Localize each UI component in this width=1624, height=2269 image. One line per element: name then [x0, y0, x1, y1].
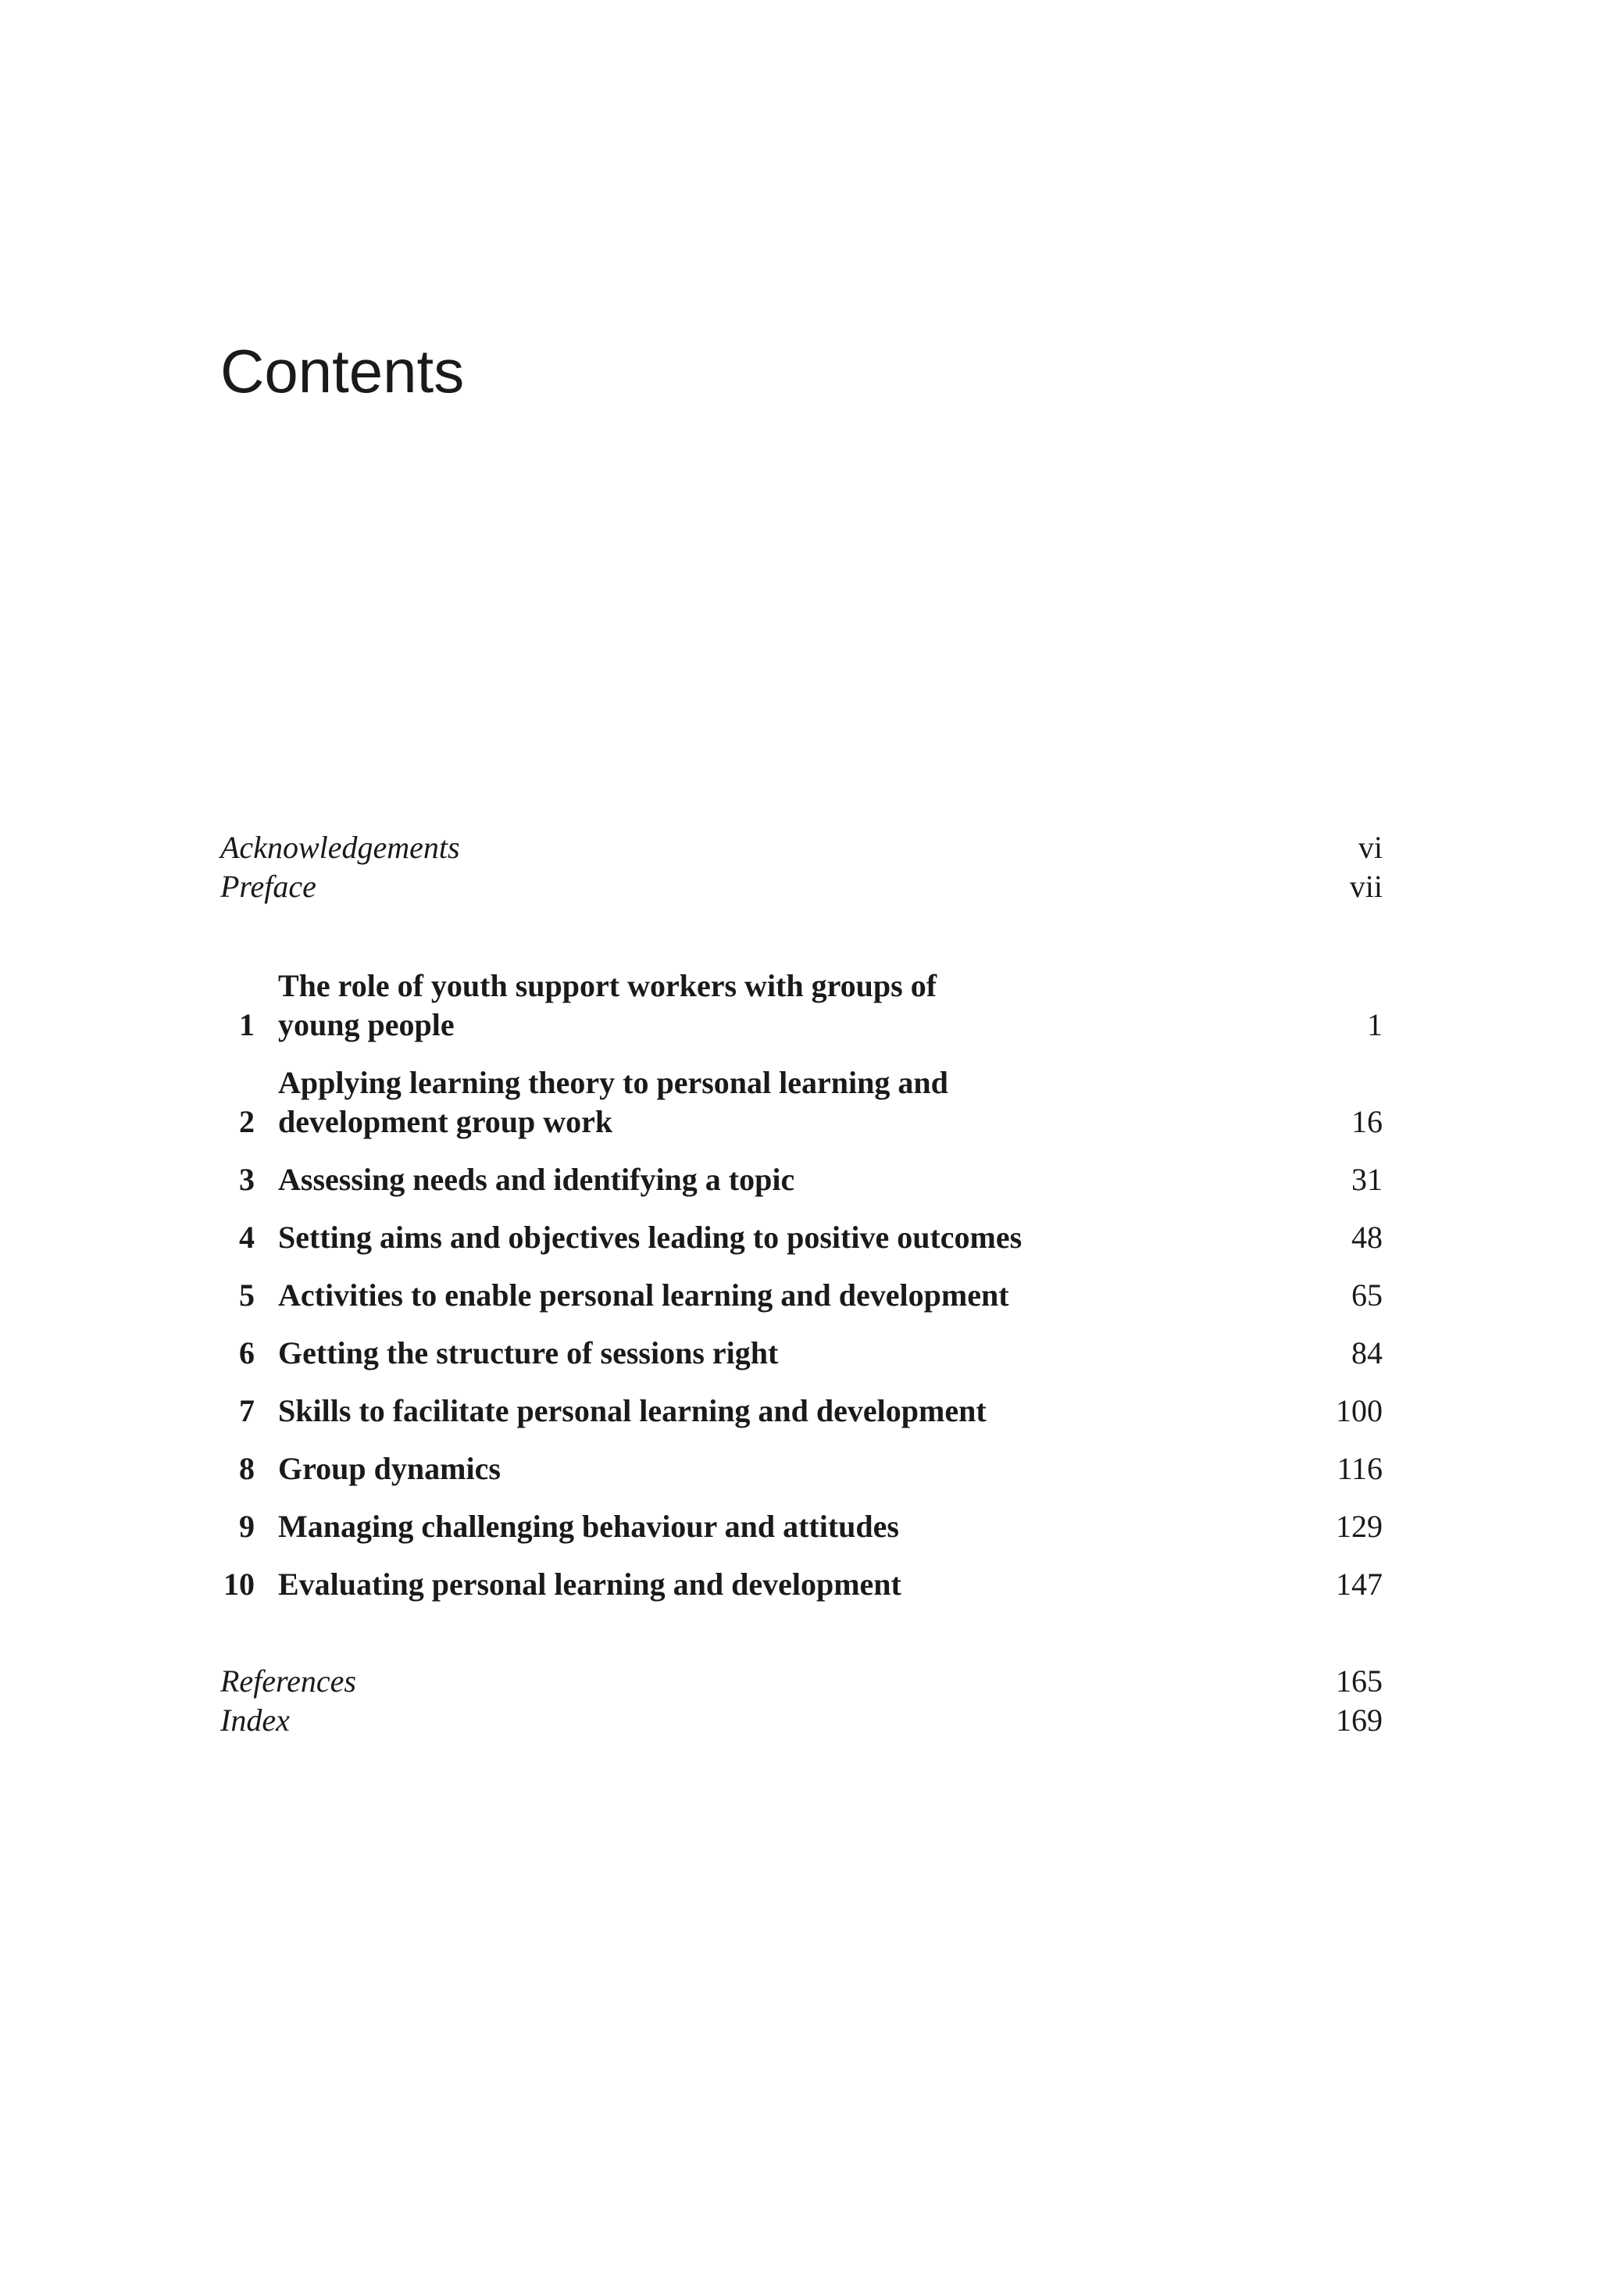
chapter-title [278, 1565, 1122, 1604]
chapter-number: 2 [239, 1104, 255, 1139]
chapter-page: 116 [1337, 1451, 1383, 1486]
back-matter-list [220, 1662, 1383, 1740]
page-title: Contents [220, 337, 465, 406]
chapter-page: 65 [1351, 1277, 1383, 1313]
chapter-title-line: Applying learning theory to personal learning and [278, 1065, 948, 1100]
chapter-page: 129 [1336, 1509, 1383, 1544]
toc-entry-chapter-2[interactable] [220, 1063, 1383, 1142]
chapter-number: 6 [239, 1335, 255, 1370]
chapter-title [278, 1218, 1122, 1257]
toc-entry-title: Index [220, 1703, 290, 1738]
chapter-title-line: Activities to enable personal learning and development [278, 1277, 1009, 1313]
chapter-title [278, 1449, 1122, 1488]
toc-entry-chapter-8[interactable] [220, 1449, 1383, 1488]
chapter-title [278, 967, 1122, 1045]
chapter-page: 48 [1351, 1220, 1383, 1255]
chapter-title [278, 1160, 1122, 1199]
front-matter-list [220, 828, 1383, 906]
toc-entry-chapter-4[interactable] [220, 1218, 1383, 1257]
chapter-title-line: Skills to facilitate personal learning and development [278, 1393, 987, 1428]
toc-entry-page: vii [1349, 869, 1383, 904]
chapter-title-line: Group dynamics [278, 1451, 501, 1486]
chapter-title [278, 1276, 1122, 1315]
chapter-title-line: Evaluating personal learning and development [278, 1567, 901, 1602]
chapter-page: 31 [1351, 1162, 1383, 1197]
toc-entry-chapter-3[interactable] [220, 1160, 1383, 1199]
toc-entry-chapter-6[interactable] [220, 1334, 1383, 1373]
toc-entry-page: 165 [1336, 1663, 1383, 1699]
chapter-list [220, 967, 1383, 1604]
chapter-title [278, 1392, 1122, 1431]
chapter-title [278, 1507, 1122, 1546]
toc-entry-chapter-9[interactable] [220, 1507, 1383, 1546]
toc-entry-title: Acknowledgements [220, 830, 460, 865]
chapter-title-line: Managing challenging behaviour and attitudes [278, 1509, 899, 1544]
chapter-page: 100 [1336, 1393, 1383, 1428]
chapter-number: 10 [223, 1567, 255, 1602]
toc-entry-title: References [220, 1663, 356, 1699]
toc-entry-page: 169 [1336, 1703, 1383, 1738]
chapter-number: 9 [239, 1509, 255, 1544]
chapter-title-line: Setting aims and objectives leading to positive outcomes [278, 1220, 1023, 1255]
chapter-number: 3 [239, 1162, 255, 1197]
chapter-title [278, 1063, 1122, 1142]
chapter-title-line: young people [278, 1007, 455, 1042]
chapter-title [278, 1334, 1122, 1373]
chapter-title-line: The role of youth support workers with groups of [278, 968, 937, 1003]
chapter-page: 16 [1351, 1104, 1383, 1139]
toc-entry-acknowledgements[interactable] [220, 828, 1383, 867]
toc-entry-page: vi [1358, 830, 1383, 865]
toc-entry-index[interactable] [220, 1701, 1383, 1740]
chapter-number: 1 [239, 1007, 255, 1042]
chapter-number: 7 [239, 1393, 255, 1428]
toc-entry-chapter-7[interactable] [220, 1392, 1383, 1431]
chapter-number: 4 [239, 1220, 255, 1255]
chapter-title-line: development group work [278, 1104, 613, 1139]
toc-entry-preface[interactable] [220, 867, 1383, 906]
toc-entry-title: Preface [220, 869, 316, 904]
toc-entry-chapter-10[interactable] [220, 1565, 1383, 1604]
chapter-page: 147 [1336, 1567, 1383, 1602]
table-of-contents [220, 828, 1383, 1740]
chapter-page: 84 [1351, 1335, 1383, 1370]
chapter-title-line: Assessing needs and identifying a topic [278, 1162, 795, 1197]
chapter-number: 8 [239, 1451, 255, 1486]
chapter-number: 5 [239, 1277, 255, 1313]
chapter-title-line: Getting the structure of sessions right [278, 1335, 779, 1370]
toc-entry-references[interactable] [220, 1662, 1383, 1701]
toc-entry-chapter-5[interactable] [220, 1276, 1383, 1315]
chapter-page: 1 [1367, 1007, 1383, 1042]
toc-entry-chapter-1[interactable] [220, 967, 1383, 1045]
